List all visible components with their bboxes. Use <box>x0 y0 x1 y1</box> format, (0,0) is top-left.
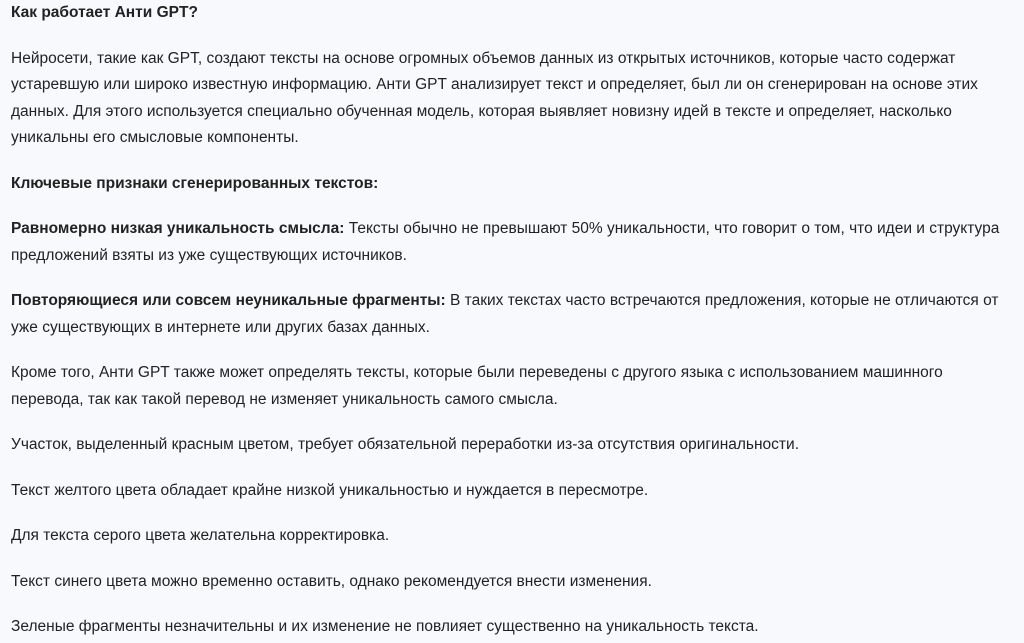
spacer <box>11 459 1014 478</box>
spacer <box>11 413 1014 432</box>
spacer <box>11 595 1014 614</box>
feature-text: Тексты обычно не превышают 50% уникальности, что говорит о том, что идеи и структура предложений взяты из уже существующих источников. <box>11 220 1000 264</box>
translation-note: Кроме того, Анти GPT также может определять тексты, которые были переведены с другого языка с использованием машинного перевода, так как такой перевод не изменяет уникальность самого смысла. <box>11 364 943 408</box>
article-heading: Как работает Анти GPT? <box>11 4 198 21</box>
spacer <box>11 197 1014 216</box>
spacer <box>11 550 1014 569</box>
feature-title: Повторяющиеся или совсем неуникальные фрагменты: <box>11 292 446 309</box>
feature-item <box>11 288 1014 341</box>
color-note-red: Участок, выделенный красным цветом, требует обязательной переработки из-за отсутствия оригинальности. <box>11 436 799 453</box>
color-note-gray: Для текста серого цвета желательна корректировка. <box>11 527 390 544</box>
feature-title: Равномерно низкая уникальность смысла: <box>11 220 345 237</box>
color-note-yellow: Текст желтого цвета обладает крайне низкой уникальностью и нуждается в пересмотре. <box>11 481 649 499</box>
feature-text: В таких текстах часто встречаются предложения, которые не отличаются от уже существующих в интернете или других базах данных. <box>11 292 999 336</box>
spacer <box>11 504 1014 523</box>
color-note-green: Зеленые фрагменты незначительны и их изменение не повлияет существенно на уникальность текста. <box>11 618 759 635</box>
spacer <box>11 269 1014 288</box>
intro-paragraph: Нейросети, такие как GPT, создают тексты на основе огромных объемов данных из открытых источников, которые часто содержат устаревшую или широко известную информацию. Анти GPT анализирует текст и определяет, был ли он сгенерирован на основе этих данных. Для этого используется специально обученная модель, которая выявляет новизну идей в тексте и определяет, насколько уникальны его смысловые компоненты. <box>11 49 978 146</box>
spacer <box>11 27 1014 46</box>
article <box>11 0 1014 641</box>
spacer <box>11 152 1014 171</box>
feature-item <box>11 216 1014 269</box>
spacer <box>11 341 1014 360</box>
features-heading: Ключевые признаки сгенерированных текстов: <box>11 174 379 192</box>
color-note-blue: Текст синего цвета можно временно оставить, однако рекомендуется внести изменения. <box>11 572 652 590</box>
